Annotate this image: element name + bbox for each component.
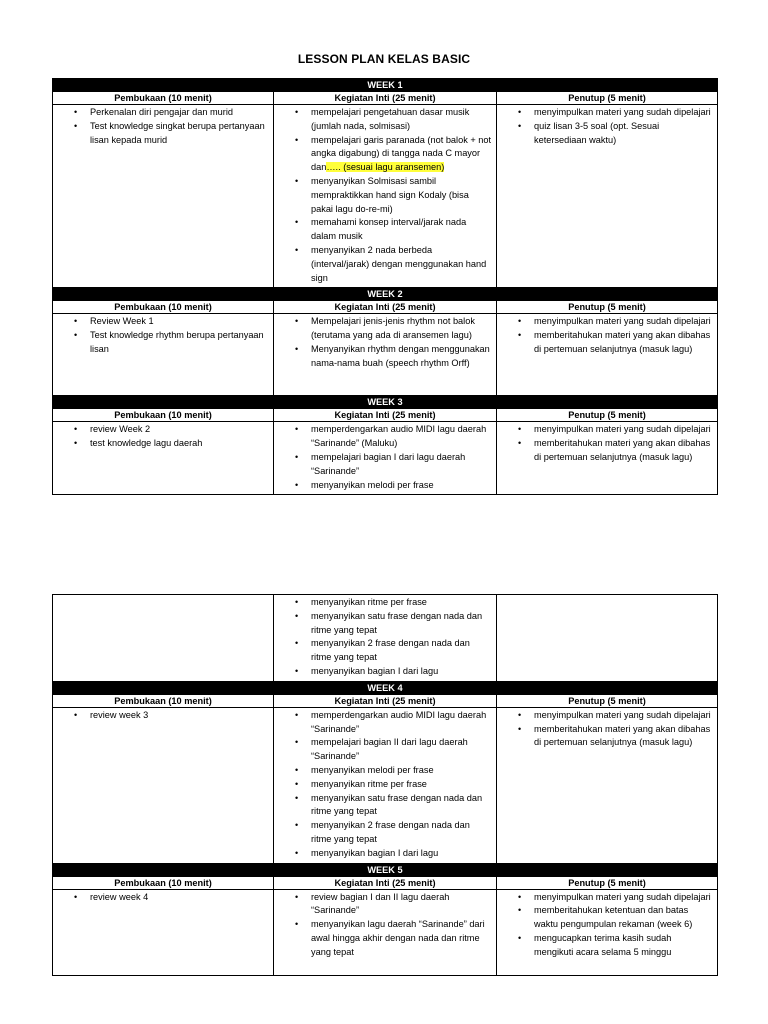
list-item: • review bagian I dan II lagu daerah “Sarinande” [311,891,492,919]
list-item: • menyanyikan ritme per frase [311,778,492,792]
list-item: • memberitahukan materi yang akan dibahas di pertemuan selanjutnya (masuk lagu) [534,437,713,465]
list-item: • menyanyikan 2 frase dengan nada dan ritme yang tepat [311,637,492,665]
list-item: • memberitahukan materi yang akan dibahas di pertemuan selanjutnya (masuk lagu) [534,723,713,751]
column-header-pembukaan: Pembukaan (10 menit) [53,694,274,707]
column-header-penutup: Penutup (5 menit) [497,92,718,105]
list-item: • menyanyikan 2 nada berbeda (interval/jarak) dengan menggunakan hand sign [311,244,492,285]
list-item: • menyanyikan melodi per frase [311,479,492,493]
list-item: • mempelajari pengetahuan dasar musik (jumlah nada, solmisasi) [311,106,492,134]
list-item: • review Week 2 [90,423,269,437]
pembukaan-cell [53,595,274,682]
penutup-cell [497,422,718,495]
pembukaan-cell [53,422,274,495]
lesson-table-page-2 [52,594,718,976]
column-header-inti: Kegiatan Inti (25 menit) [274,409,497,422]
week-header [53,288,718,301]
column-header-row [53,301,718,314]
column-header-penutup: Penutup (5 menit) [497,301,718,314]
week-label: WEEK 2 [53,288,718,301]
list-item: • Mempelajari jenis-jenis rhythm not balok (terutama yang ada di aransemen lagu) [311,315,492,343]
content-row-continued [53,595,718,682]
inti-cell [274,105,497,288]
list-item: • memperdengarkan audio MIDI lagu daerah “Sarinande” [311,709,492,737]
list-item: • menyanyikan melodi per frase [311,764,492,778]
list-item: • menyanyikan ritme per frase [311,596,492,610]
column-header-row [53,92,718,105]
document-title: LESSON PLAN KELAS BASIC [297,52,471,66]
list-item: • menyimpulkan materi yang sudah dipelajari [534,709,713,723]
list-item: • Test knowledge rhythm berupa pertanyaan lisan [90,329,269,357]
list-item-text: mempelajari garis paranada (not balok + not angka digabung) di tangga nada C mayor dan [311,134,492,173]
list-item: • Review Week 1 [90,315,269,329]
list-item: • menyanyikan bagian I dari lagu [311,847,492,861]
column-header-row [53,409,718,422]
week-header [53,681,718,694]
content-row [53,422,718,495]
list-item: • Menyanyikan rhythm dengan menggunakan nama-nama buah (speech rhythm Orff) [311,343,492,371]
list-item: • review week 3 [90,709,269,723]
pembukaan-cell [53,314,274,396]
column-header-penutup: Penutup (5 menit) [497,409,718,422]
column-header-row [53,694,718,707]
pembukaan-cell [53,889,274,975]
penutup-cell [497,105,718,288]
list-item: • memberitahukan ketentuan dan batas waktu pengumpulan rekaman (week 6) [534,904,713,932]
list-item: • test knowledge lagu daerah [90,437,269,451]
list-item: • mempelajari bagian I dari lagu daerah “Sarinande” [311,451,492,479]
week-label: WEEK 4 [53,681,718,694]
list-item: • quiz lisan 3-5 soal (opt. Sesuai ketersediaan waktu) [534,120,713,148]
content-row [53,105,718,288]
inti-cell [274,707,497,863]
week-label: WEEK 3 [53,396,718,409]
list-item [311,134,492,175]
week-label: WEEK 5 [53,863,718,876]
list-item: • menyimpulkan materi yang sudah dipelajari [534,891,713,905]
content-row [53,314,718,396]
column-header-inti: Kegiatan Inti (25 menit) [274,876,497,889]
column-header-penutup: Penutup (5 menit) [497,876,718,889]
inti-cell [274,314,497,396]
list-item: • review week 4 [90,891,269,905]
list-item: • menyanyikan satu frase dengan nada dan ritme yang tepat [311,610,492,638]
penutup-cell [497,889,718,975]
week-header [53,396,718,409]
inti-cell [274,889,497,975]
list-item: • memberitahukan materi yang akan dibahas di pertemuan selanjutnya (masuk lagu) [534,329,713,357]
list-item: • mengucapkan terima kasih sudah mengikuti acara selama 5 minggu [534,932,713,960]
lesson-table-page-1 [52,78,718,495]
highlighted-note: ….. (sesuai lagu aransemen) [326,162,445,173]
list-item: • memperdengarkan audio MIDI lagu daerah “Sarinande” (Maluku) [311,423,492,451]
pembukaan-cell [53,105,274,288]
inti-cell [274,422,497,495]
column-header-penutup: Penutup (5 menit) [497,694,718,707]
penutup-cell [497,314,718,396]
content-row [53,889,718,975]
week-label: WEEK 1 [53,79,718,92]
list-item: • menyimpulkan materi yang sudah dipelajari [534,106,713,120]
list-item: • mempelajari bagian II dari lagu daerah “Sarinande” [311,736,492,764]
column-header-pembukaan: Pembukaan (10 menit) [53,409,274,422]
list-item: • menyanyikan satu frase dengan nada dan ritme yang tepat [311,792,492,820]
list-item: • menyanyikan Solmisasi sambil mempraktikkan hand sign Kodaly (bisa pakai lagu do-re-mi) [311,175,492,216]
list-item: • menyanyikan bagian I dari lagu [311,665,492,679]
week-header [53,79,718,92]
list-item: • Test knowledge singkat berupa pertanyaan lisan kepada murid [90,120,269,148]
pembukaan-cell [53,707,274,863]
column-header-row [53,876,718,889]
list-item: • memahami konsep interval/jarak nada dalam musik [311,216,492,244]
week-header [53,863,718,876]
list-item: • menyimpulkan materi yang sudah dipelajari [534,423,713,437]
list-item: • Perkenalan diri pengajar dan murid [90,106,269,120]
list-item: • menyimpulkan materi yang sudah dipelajari [534,315,713,329]
penutup-cell [497,595,718,682]
inti-cell [274,595,497,682]
penutup-cell [497,707,718,863]
column-header-inti: Kegiatan Inti (25 menit) [274,92,497,105]
column-header-pembukaan: Pembukaan (10 menit) [53,92,274,105]
column-header-inti: Kegiatan Inti (25 menit) [274,694,497,707]
list-item: • menyanyikan lagu daerah “Sarinande” dari awal hingga akhir dengan nada dan ritme yang tepat [311,918,492,959]
column-header-inti: Kegiatan Inti (25 menit) [274,301,497,314]
column-header-pembukaan: Pembukaan (10 menit) [53,876,274,889]
list-item: • menyanyikan 2 frase dengan nada dan ritme yang tepat [311,819,492,847]
content-row [53,707,718,863]
column-header-pembukaan: Pembukaan (10 menit) [53,301,274,314]
